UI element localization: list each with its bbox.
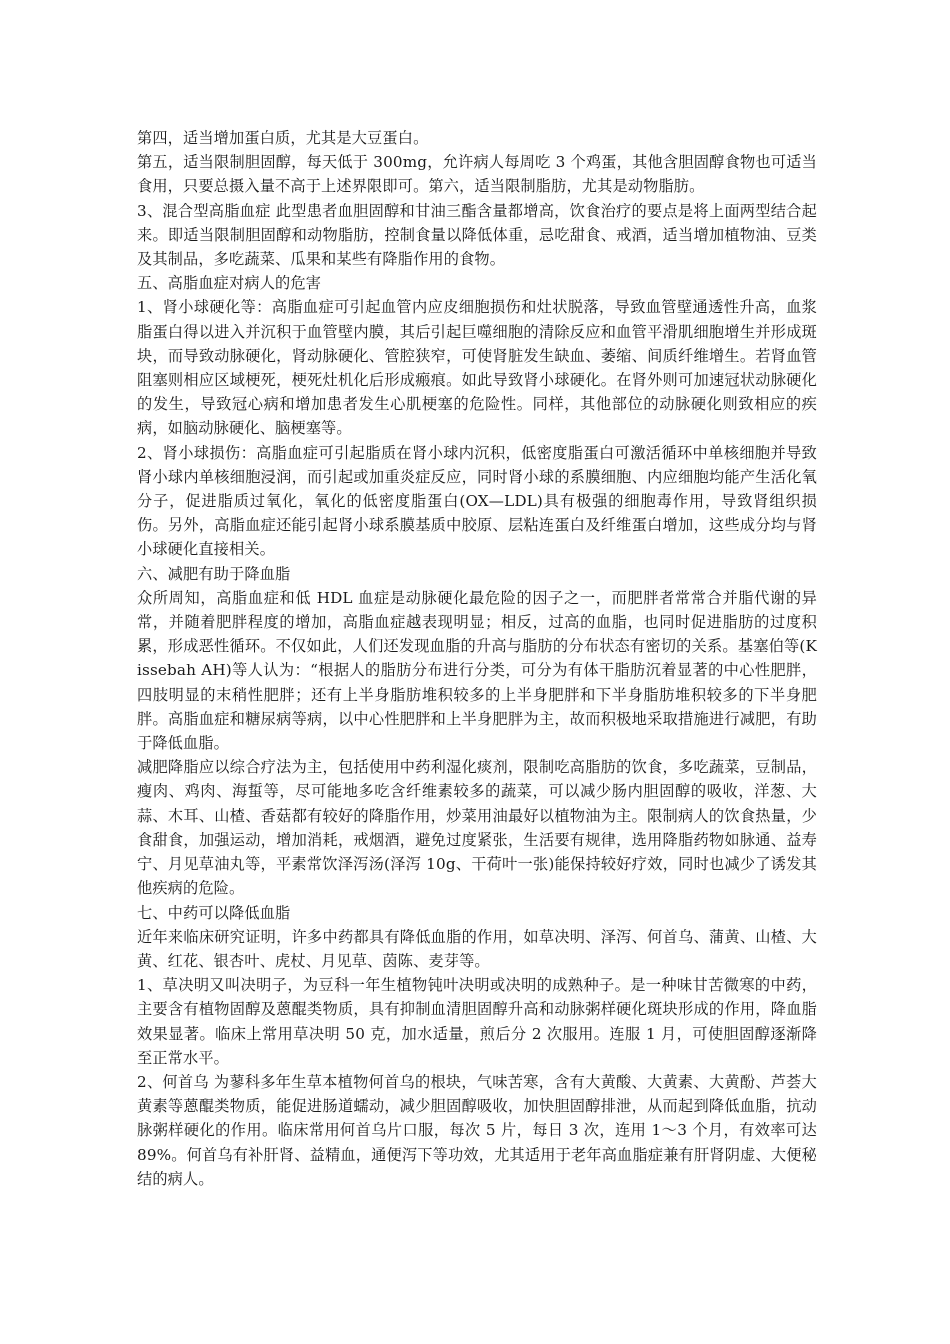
document-body: [137, 126, 817, 1191]
paragraph-herbal-intro: 近年来临床研究证明，许多中药都具有降低血脂的作用，如草决明、泽泻、何首乌、蒲黄、山楂、大黄、红花、银杏叶、虎杖、月见草、茵陈、麦芽等。: [137, 927, 817, 970]
paragraph-weight-loss-therapy: 减肥降脂应以综合疗法为主，包括使用中药利湿化痰剂，限制吃高脂肪的饮食，多吃蔬菜，豆制品，瘦肉、鸡肉、海蜇等，尽可能地多吃含纤维素较多的蔬菜，可以减少肠内胆固醇的吸收，洋葱、大蒜、木耳、山楂、香菇都有较好的降脂作用，炒菜用油最好以植物油为主。限制病人的饮食热量，少食甜食，加强运动，增加消耗，戒烟酒，避免过度紧张，生活要有规律，选用降脂药物如脉通、益寿宁、月见草油丸等，平素常饮泽泻汤(泽泻 10g、干荷叶一张)能保持较好疗效，同时也减少了诱发其他疾病的危险。: [137, 758, 817, 898]
paragraph-glomerulosclerosis: 1、肾小球硬化等：高脂血症可引起血管内应皮细胞损伤和灶状脱落，导致血管壁通透性升高，血浆脂蛋白得以进入并沉积于血管壁内膜，其后引起巨噬细胞的清除反应和血管平滑肌细胞增生并形成斑块，而导致动脉硬化，肾动脉硬化、管腔狭窄，可使肾脏发生缺血、萎缩、间质纤维增生。若肾血管阻塞则相应区域梗死，梗死灶机化后形成瘢痕。如此导致肾小球硬化。在肾外则可加速冠状动脉硬化的发生，导致冠心病和增加患者发生心肌梗塞的危险性。同样，其他部位的动脉硬化则致相应的疾病，如脑动脉硬化、脑梗塞等。: [137, 298, 817, 438]
paragraph-cassia-seed: 1、草决明又叫决明子，为豆科一年生植物钝叶决明或决明的成熟种子。是一种味甘苦微寒的中药，主要含有植物固醇及蒽醌类物质，具有抑制血清胆固醇升高和动脉粥样硬化斑块形成的作用，降血脂效果显著。临床上常用草决明 50 克，加水适量，煎后分 2 次服用。连服 1 月，可使胆固醇逐渐降至正常水平。: [137, 976, 817, 1067]
paragraph-mixed-hyperlipidemia: 3、混合型高脂血症 此型患者血胆固醇和甘油三酯含量都增高，饮食治疗的要点是将上面两型结合起来。即适当限制胆固醇和动物脂肪，控制食量以降低体重，忌吃甜食、戒酒，适当增加植物油、豆类及其制品，多吃蔬菜、瓜果和某些有降脂作用的食物。: [137, 201, 817, 269]
section-heading-harm: 五、高脂血症对病人的危害: [137, 274, 322, 293]
section-heading-herbal: 七、中药可以降低血脂: [137, 903, 291, 922]
paragraph-obesity-lipids: 众所周知，高脂血症和低 HDL 血症是动脉硬化最危险的因子之一，而肥胖者常常合并脂代谢的异常，并随着肥胖程度的增加，高脂血症越表现明显；相反，过高的血脂，也同时促进脂肪的过度积累，形成恶性循环。不仅如此，人们还发现血脂的升高与脂肪的分布状态有密切的关系。基塞伯等(Kissebah AH)等人认为：“根据人的脂肪分布进行分类，可分为有体干脂肪沉着显著的中心性肥胖，四肢明显的末稍性肥胖；还有上半身脂肪堆积较多的上半身肥胖和下半身脂肪堆积较多的下半身肥胖。高脂血症和糖尿病等病，以中心性肥胖和上半身肥胖为主，故而积极地采取措施进行减肥，有助于降低血脂。: [137, 588, 817, 753]
paragraph-protein: 第四，适当增加蛋白质，尤其是大豆蛋白。: [137, 129, 429, 147]
paragraph-fo-ti: 2、何首乌 为蓼科多年生草本植物何首乌的根块，气味苦寒，含有大黄酸、大黄素、大黄酚、芦荟大黄素等蒽醌类物质，能促进肠道蠕动，减少胆固醇吸收，加快胆固醇排泄，从而起到降低血脂，抗动脉粥样硬化的作用。临床常用何首乌片口服，每次 5 片，每日 3 次，连用 1～3 个月，有效率可达 89%。何首乌有补肝肾、益精血，通便泻下等功效，尤其适用于老年高血脂症兼有肝肾阴虚、大便秘结的病人。: [137, 1072, 817, 1188]
paragraph-glomerular-injury: 2、肾小球损伤：高脂血症可引起脂质在肾小球内沉积，低密度脂蛋白可激活循环中单核细胞并导致肾小球内单核细胞浸润，而引起或加重炎症反应，同时肾小球的系膜细胞、内应细胞均能产生活化氧分子，促进脂质过氧化，氧化的低密度脂蛋白(OX—LDL)具有极强的细胞毒作用，导致肾组织损伤。另外，高脂血症还能引起肾小球系膜基质中胶原、层粘连蛋白及纤维蛋白增加，这些成分均与肾小球硬化直接相关。: [137, 443, 817, 559]
paragraph-cholesterol-limit: 第五，适当限制胆固醇，每天低于 300mg，允许病人每周吃 3 个鸡蛋，其他含胆固醇食物也可适当食用，只要总摄入量不高于上述界限即可。第六，适当限制脂肪，尤其是动物脂肪。: [137, 153, 817, 196]
section-heading-weight-loss: 六、减肥有助于降血脂: [137, 564, 291, 583]
